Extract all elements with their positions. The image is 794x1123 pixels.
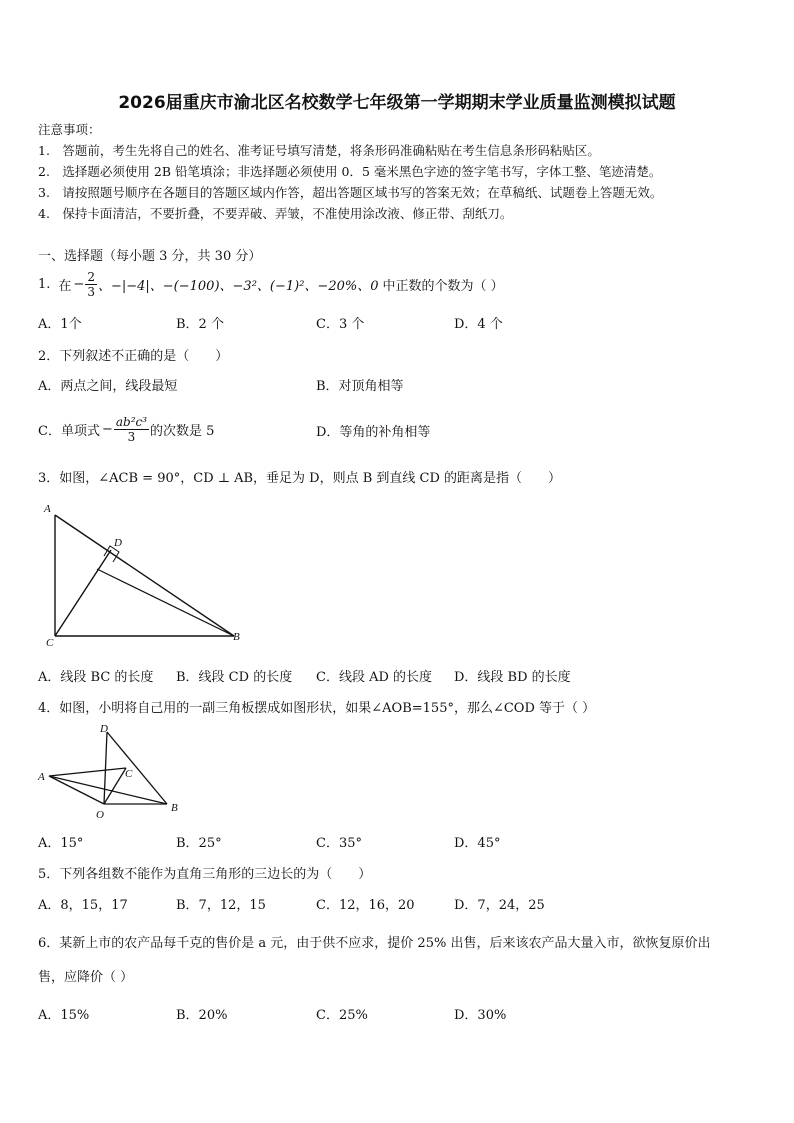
question-6: 6．某新上市的农产品每千克的售价是 a 元，由于供不应求，提价 25% 出售，后来该农产品大量入市，欲恢复原价出 (38, 936, 711, 951)
option-d[interactable]: D．4 个 (454, 317, 503, 332)
option-c[interactable]: C．线段 AD 的长度 (316, 670, 433, 685)
label-b: B (171, 802, 178, 814)
label-d: D (114, 537, 122, 549)
set-squares-figure-q4 (34, 722, 194, 822)
option-b[interactable]: B．25° (176, 836, 222, 851)
label-b: B (233, 631, 240, 643)
option-b[interactable]: B．20% (176, 1008, 228, 1023)
option-d[interactable]: D．等角的补角相等 (316, 425, 431, 440)
label-a: A (44, 503, 51, 515)
option-a[interactable]: A．15° (38, 836, 84, 851)
question-4: 4．如图，小明将自己用的一副三角板摆成如图形状，如果∠AOB=155°，那么∠COD 等于（ ） (38, 701, 596, 716)
notice-heading: 注意事项： (38, 122, 101, 137)
option-a[interactable]: A．线段 BC 的长度 (38, 670, 154, 685)
option-a[interactable]: A．15% (38, 1008, 90, 1023)
option-c[interactable]: C．25% (316, 1008, 368, 1023)
label-a: A (38, 771, 45, 783)
option-c[interactable]: C．3 个 (316, 317, 365, 332)
notice-item: 2. 选择题必须使用 2B 铅笔填涂；非选择题必须使用 0．5 毫米黑色字迹的签字笔书写，字体工整、笔迹清楚。 (38, 164, 662, 179)
question-6-continued: 售，应降价（ ） (38, 970, 134, 985)
option-d[interactable]: D．30% (454, 1008, 507, 1023)
notice-item: 3. 请按照题号顺序在各题目的答题区域内作答，超出答题区域书写的答案无效；在草稿纸、试题卷上答题无效。 (38, 185, 663, 200)
label-c: C (125, 768, 133, 780)
fraction: $\frac{\text{ab²c³}}{3}$ (115, 414, 148, 444)
option-b[interactable]: B．2 个 (176, 317, 224, 332)
question-1: 1. 在 − $\frac{2}{3}$ 、−|−4|、−(−100)、−3²、(−1)²、−20%、0 中正数的个数为（ ） (38, 269, 504, 299)
label-c: C (46, 637, 54, 648)
math-terms: 、−|−4|、−(−100)、−3²、(−1)²、−20%、0 (97, 278, 379, 294)
option-a[interactable]: A．8，15，17 (38, 898, 128, 913)
option-a[interactable]: A．两点之间，线段最短 (38, 379, 178, 394)
option-c[interactable]: C．单项式 − $\frac{\text{ab²c³}}{3}$ 的次数是 5 (38, 414, 215, 444)
question-2: 2．下列叙述不正确的是（ ） (38, 349, 229, 364)
option-d[interactable]: D．45° (454, 836, 501, 851)
question-3: 3．如图，∠ACB = 90°，CD ⊥ AB，垂足为 D，则点 B 到直线 CD 的距离是指（ ） (38, 471, 562, 486)
question-number: 1. (38, 276, 51, 292)
label-o: O (96, 809, 104, 821)
section-heading: 一、选择题（每小题 3 分，共 30 分） (38, 249, 262, 264)
notice-item: 1. 答题前，考生先将自己的姓名、准考证号填写清楚，将条形码准确粘贴在考生信息条形码粘贴区。 (38, 143, 600, 158)
option-c[interactable]: C．35° (316, 836, 362, 851)
option-b[interactable]: B．7，12，15 (176, 898, 266, 913)
question-text: 在 (58, 278, 72, 294)
page-title: 2026届重庆市渝北区名校数学七年级第一学期期末学业质量监测模拟试题 (118, 93, 676, 113)
option-c[interactable]: C．12，16，20 (316, 898, 415, 913)
option-d[interactable]: D．7，24，25 (454, 898, 545, 913)
label-d: D (100, 723, 108, 735)
option-a[interactable]: A．1个 (38, 317, 82, 332)
option-d[interactable]: D．线段 BD 的长度 (454, 670, 571, 685)
triangle-figure-q3 (38, 498, 253, 648)
option-b[interactable]: B．线段 CD 的长度 (176, 670, 293, 685)
question-text: 中正数的个数为（ ） (382, 278, 504, 294)
option-b[interactable]: B．对顶角相等 (316, 379, 404, 394)
notice-item: 4. 保持卡面清洁，不要折叠，不要弄破、弄皱，不准使用涂改液、修正带、刮纸刀。 (38, 206, 513, 221)
fraction: $\frac{2}{3}$ (87, 269, 95, 299)
question-5: 5．下列各组数不能作为直角三角形的三边长的为（ ） (38, 867, 372, 882)
